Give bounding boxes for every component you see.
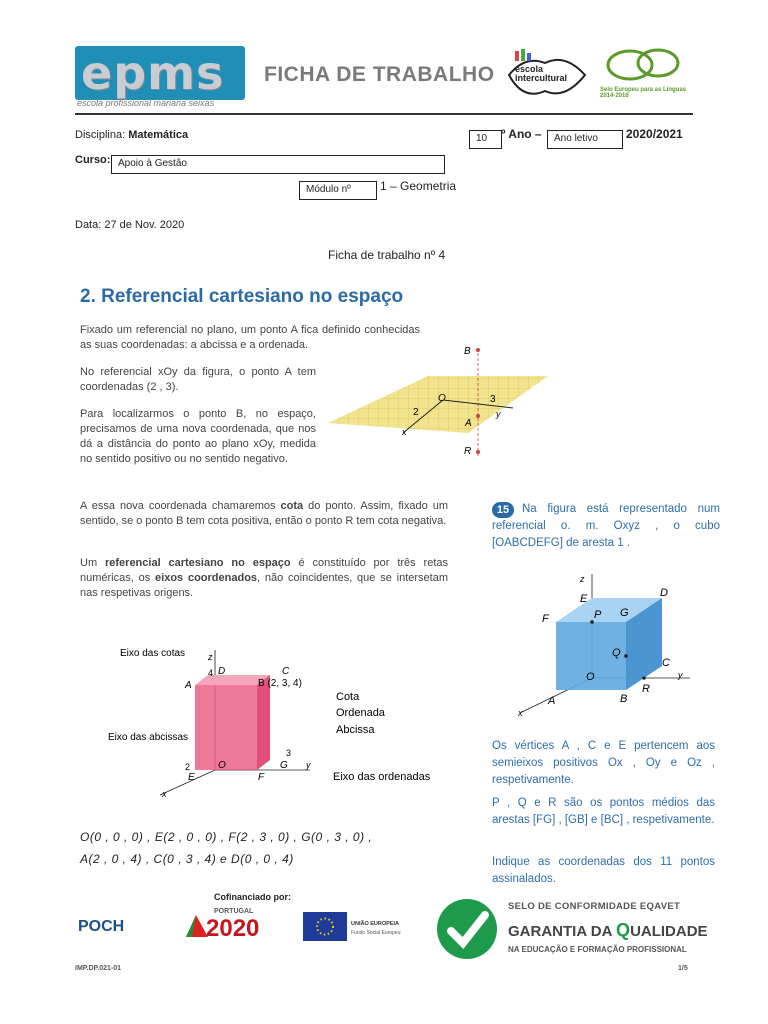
curso-label: Curso: — [75, 154, 111, 166]
worksheet-number: Ficha de trabalho nº 4 — [328, 248, 446, 262]
point-q — [624, 654, 628, 658]
label-a: A — [185, 680, 192, 691]
selo-text: Selo Europeu para as Línguas 2014-2016 — [600, 87, 687, 99]
blue-label-o: O — [586, 671, 595, 683]
blue-label-z: z — [580, 574, 585, 584]
point-r — [476, 450, 480, 454]
garantia-q: Q — [616, 920, 631, 940]
p5-bold-2: eixos coordenados — [155, 572, 258, 584]
p4-text-pre: A essa nova coordenada chamaremos — [80, 500, 281, 512]
p5-text-mid: é constituído por três retas numéricas, os — [80, 557, 448, 584]
disciplina-value: Matemática — [128, 129, 189, 141]
paragraph-4 — [80, 499, 448, 529]
plane-label-y: y — [496, 409, 501, 419]
label-f: F — [258, 772, 265, 783]
escola-intercultural-logo — [505, 45, 593, 105]
exercise-number-badge: 15 — [492, 502, 514, 518]
poch-text: POCH — [78, 918, 125, 935]
label-x: x — [162, 789, 167, 799]
blue-label-d: D — [660, 587, 668, 599]
eqavet-text: SELO DE CONFORMIDADE EQAVET — [508, 901, 681, 912]
eu-subtext: Fundo Social Europeu — [351, 930, 401, 936]
blue-label-f: F — [542, 613, 549, 625]
page-number: 1/5 — [678, 965, 688, 972]
garantia-post: UALIDADE — [630, 923, 708, 940]
blue-cube-figure — [510, 568, 710, 718]
label-cota: Cota — [336, 691, 360, 703]
coordinates-line-1: O(0 , 0 , 0) , E(2 , 0 , 0) , F(2 , 3 , 0) , G(0 , 3 , 0) , — [80, 830, 373, 844]
poch-logo — [78, 908, 166, 946]
plane-label-b: B — [464, 346, 471, 357]
blue-label-x: x — [518, 708, 523, 718]
curso-field[interactable]: Apoio à Gestão — [111, 155, 445, 174]
label-g: G — [280, 760, 288, 771]
label-z: z — [208, 652, 213, 662]
blue-label-q: Q — [612, 647, 621, 659]
paragraph-5 — [80, 556, 448, 601]
plane-figure — [318, 338, 558, 463]
disciplina-label: Disciplina: — [75, 129, 126, 141]
educacao-text: NA EDUCAÇÃO E FORMAÇÃO PROFISSIONAL — [508, 945, 687, 954]
point-r — [642, 676, 646, 680]
exercise-intro: Na figura está representado num referencial o. m. Oxyz , o cubo [OABCDEFG] de aresta 1 . — [492, 503, 720, 549]
label-y: y — [306, 760, 311, 770]
garantia-pre: GARANTIA DA — [508, 923, 617, 940]
p5-text-post: , não coincidentes, que se intersetam nas respetivas origens. — [80, 572, 448, 599]
speech-bubbles-icon — [600, 45, 692, 85]
label-eixo-cotas: Eixo das cotas — [120, 648, 186, 659]
exercise-paragraph-1: Os vértices A , C e E pertencem aos semieixos positivos Ox , Oy e Oz , respetivamente. — [492, 740, 715, 786]
logo-wordmark: epms — [81, 46, 225, 100]
label-e: E — [188, 772, 195, 783]
label-num4: 4 — [208, 668, 214, 678]
eu-flag-icon — [303, 912, 347, 941]
blue-label-a: A — [548, 695, 556, 707]
portugal-2020-text: 2020 — [206, 915, 260, 942]
checkmark-icon — [437, 899, 497, 959]
pink-cube-figure — [100, 640, 431, 810]
exercise-paragraph-2: P , Q e R são os pontos médios das arestas [FG] , [GB] e [BC] , respetivamente. — [492, 797, 715, 826]
label-b: B (2, 3, 4) — [258, 678, 302, 689]
disciplina-row — [75, 129, 188, 141]
point-a — [476, 414, 480, 418]
label-c: C — [282, 666, 290, 677]
blue-label-c: C — [662, 657, 670, 669]
ano-letivo-field[interactable]: Ano letivo — [547, 130, 623, 149]
point-b — [476, 348, 480, 352]
label-num2: 2 — [185, 762, 191, 772]
check-icon — [437, 899, 497, 959]
ano-suffix: º Ano – — [501, 127, 542, 141]
plane-label-3: 3 — [490, 394, 496, 405]
cube-side-face — [257, 675, 270, 770]
section-heading: 2. Referencial cartesiano no espaço — [80, 286, 404, 307]
plane-label-o: O — [438, 393, 446, 404]
p4-text-post: do ponto. Assim, fixado um sentido, se o ponto B tem cota positiva, então o ponto R tem cota negativa. — [80, 500, 448, 527]
ano-field[interactable]: 10 — [469, 130, 502, 149]
modulo-field[interactable]: Módulo nº — [299, 181, 377, 200]
portugal-text: PORTUGAL — [214, 908, 254, 915]
page-title: FICHA DE TRABALHO — [264, 63, 495, 86]
blue-label-e: E — [580, 593, 588, 605]
selo-europeu-logo — [600, 45, 692, 107]
label-num3: 3 — [286, 748, 292, 758]
garantia-text — [508, 920, 708, 941]
p4-bold: cota — [280, 500, 304, 512]
date-text: Data: 27 de Nov. 2020 — [75, 219, 185, 231]
modulo-value: 1 – Geometria — [380, 179, 457, 193]
document-code: IMP.DP.021-01 — [75, 965, 122, 972]
epms-logo — [75, 42, 245, 112]
plane-label-r: R — [464, 446, 472, 457]
label-ordenada: Ordenada — [336, 707, 385, 719]
blue-label-r: R — [642, 683, 650, 695]
intercultural-text: escola intercultural — [515, 64, 568, 83]
portugal-2020-logo — [182, 905, 288, 945]
eu-text: UNIÃO EUROPEIA — [351, 921, 399, 927]
paragraph-2: No referencial xOy da figura, o ponto A tem coordenadas (2 , 3). — [80, 366, 316, 393]
cofinanciado-label: Cofinanciado por: — [214, 892, 291, 902]
label-abcissa: Abcissa — [336, 724, 375, 736]
coordinates-list — [80, 826, 450, 870]
p5-text-pre: Um — [80, 557, 105, 569]
blue-label-b: B — [620, 693, 628, 705]
cube-front-face — [195, 685, 257, 770]
ano-letivo-value: 2020/2021 — [626, 127, 683, 141]
paragraph-1: Fixado um referencial no plano, um ponto A fica definido conhecidas as suas coordenadas: a abcissa e a ordenada. — [80, 324, 420, 351]
logo-subtitle: escola profissional mariana seixas — [77, 98, 215, 108]
coordinates-line-2: A(2 , 0 , 4) , C(0 , 3 , 4) e D(0 , 0 , 4) — [80, 852, 294, 866]
paragraph-3: Para localizarmos o ponto B, no espaço, precisamos de uma nova coordenada, que nos dá a distância do ponto ao plano xOy, medida no sentido positivo ou no sentido negativo. — [80, 408, 316, 465]
header-divider — [75, 113, 693, 115]
plane-label-2: 2 — [413, 407, 419, 418]
eu-stars-icon — [303, 912, 347, 941]
label-eixo-ordenadas: Eixo das ordenadas — [333, 771, 431, 783]
label-d: D — [218, 666, 226, 677]
blue-label-y: y — [678, 670, 683, 680]
exercise-paragraph-3: Indique as coordenadas dos 11 pontos assinalados. — [492, 856, 715, 885]
label-o: O — [218, 760, 226, 771]
p5-bold-1: referencial cartesiano no espaço — [104, 557, 291, 569]
blue-label-p: P — [594, 609, 602, 621]
blue-label-g: G — [620, 607, 629, 619]
plane-label-x: x — [402, 427, 407, 437]
plane-label-a: A — [465, 418, 472, 429]
label-eixo-abcissas: Eixo das abcissas — [108, 732, 189, 743]
